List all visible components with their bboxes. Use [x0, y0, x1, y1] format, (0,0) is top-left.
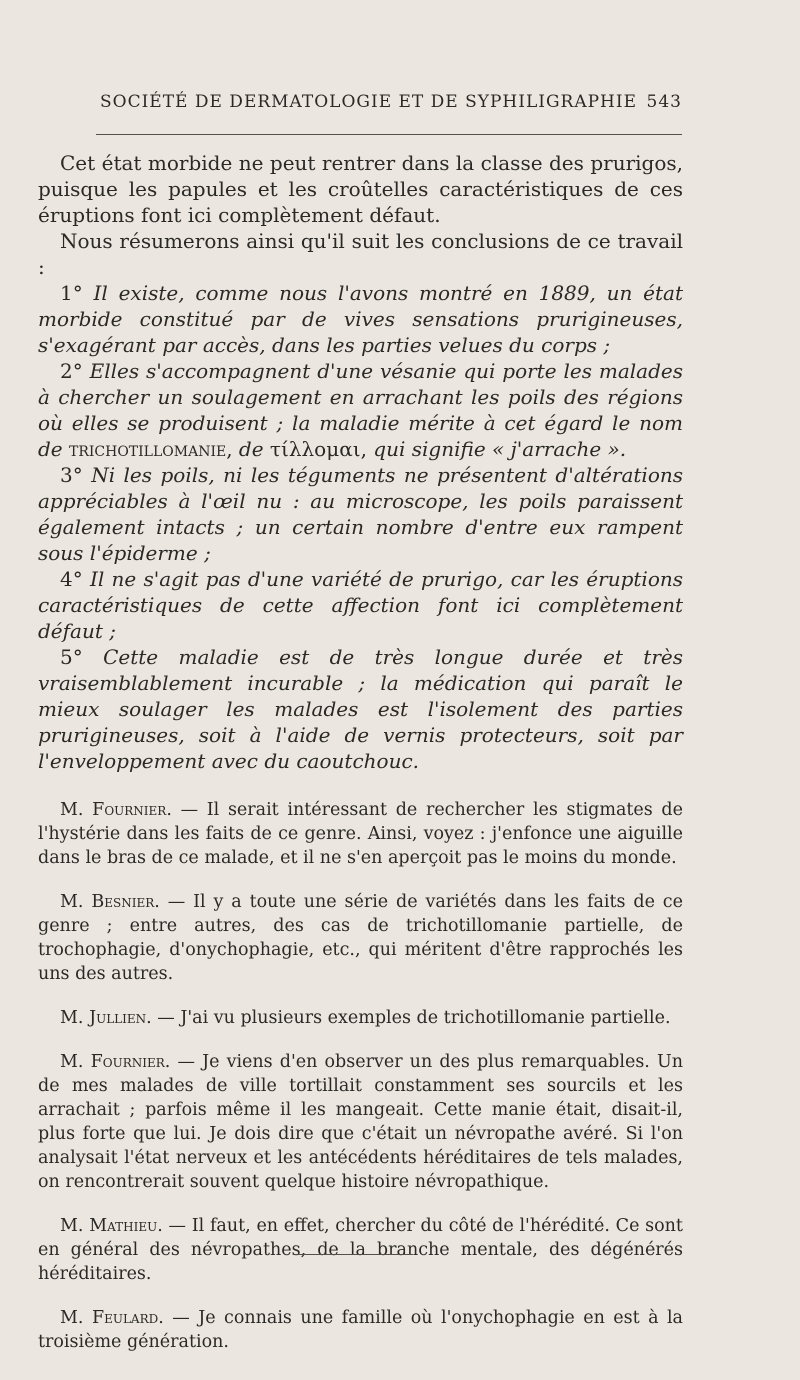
conclusion-text: de	[238, 437, 264, 461]
discussion-paragraph	[38, 1306, 683, 1354]
speaker-prefix: M.	[60, 1008, 84, 1028]
summary-intro-paragraph: Nous résumerons ainsi qu'il suit les conclusions de ce travail :	[38, 229, 683, 279]
running-header	[100, 92, 682, 112]
conclusion-number: 1°	[60, 281, 83, 305]
intro-paragraph: Cet état morbide ne peut rentrer dans la classe des prurigos, puisque les papules et les croûtelles caractéristiques de ces éruptions font ici complètement défaut.	[38, 151, 683, 227]
speaker-prefix: M.	[60, 1052, 84, 1072]
discussion-text: — J'ai vu plusieurs exemples de trichotillomanie partielle.	[157, 1008, 671, 1028]
closing-rule	[295, 1254, 413, 1255]
discussion-text: — Il y a toute une série de variétés dans les faits de ce genre ; entre autres, des cas de trichotillomanie partielle, de trochophagie, d'onychophagie, etc., qui méritent d'être rapprochés les uns des autres.	[38, 892, 683, 984]
conclusion-number: 3°	[60, 463, 83, 487]
discussion-paragraph	[38, 798, 683, 870]
speaker-name: Jullien.	[89, 1008, 152, 1028]
conclusion-text: Il existe, comme nous l'avons montré en 1889, un état morbide constitué par de vives sensations prurigineuses, s'exagérant par accès, dans les parties velues du corps ;	[38, 281, 683, 357]
conclusion-text: Elles s'accompagnent d'une vésanie qui porte les malades à chercher un soulagement en arrachant les poils des régions où elles se produisent ; la maladie mérite à cet égard le nom de	[38, 359, 683, 461]
speaker-name: Fournier.	[90, 1052, 171, 1072]
greek-word: τίλλομαι,	[269, 437, 367, 461]
running-title: SOCIÉTÉ DE DERMATOLOGIE ET DE SYPHILIGRAPHIE	[100, 92, 638, 112]
discussion-paragraph	[38, 1214, 683, 1286]
discussion-paragraph	[38, 1050, 683, 1194]
speaker-prefix: M.	[60, 800, 84, 820]
conclusion-text: Ni les poils, ni les téguments ne présentent d'altérations appréciables à l'œil nu : au microscope, les poils paraissent également intacts ; un certain nombre d'entre eux rampent sous l'épiderme ;	[38, 463, 684, 565]
conclusion-text: Cette maladie est de très longue durée et très vraisemblablement incurable ; la médication qui paraît le mieux soulager les malades est l'isolement des parties prurigineuses, soit à l'aide de vernis protecteurs, soit par l'enveloppement avec du caoutchouc.	[38, 645, 684, 773]
term-trichotillomanie: trichotillomanie,	[69, 437, 233, 461]
discussion-text: — Il faut, en effet, chercher du côté de l'hérédité. Ce sont en général des névropathes, de la branche mentale, des dégénérés héréditaires.	[38, 1216, 683, 1284]
speaker-prefix: M.	[60, 1216, 84, 1236]
discussion-text: — Je connais une famille où l'onychophagie en est à la troisième génération.	[38, 1308, 683, 1352]
conclusion-item	[38, 358, 683, 462]
discussion-paragraph	[38, 890, 683, 986]
text-body	[38, 150, 683, 1354]
speaker-name: Mathieu.	[89, 1216, 163, 1236]
discussion-paragraph	[38, 1006, 683, 1030]
page-number: 543	[646, 92, 682, 112]
conclusion-number: 5°	[60, 645, 83, 669]
conclusion-item	[38, 462, 683, 566]
conclusion-item	[38, 280, 683, 358]
discussion-text: — Je viens d'en observer un des plus remarquables. Un de mes malades de ville tortillait constamment ses sourcils et les arrachait ; parfois même il les mangeait. Cette manie était, disait-il, plus forte que lui. Je dois dire que c'était un névropathe avéré. Si l'on analysait l'état nerveux et les antécédents héréditaires de tels malades, on rencontrerait souvent quelque histoire névropathique.	[38, 1052, 683, 1192]
conclusion-number: 4°	[60, 567, 83, 591]
speaker-prefix: M.	[60, 892, 84, 912]
speaker-name: Fournier.	[92, 800, 172, 820]
conclusion-text: qui signifie « j'arrache ».	[373, 437, 627, 461]
discussion-text: — Il serait intéressant de rechercher les stigmates de l'hystérie dans les faits de ce genre. Ainsi, voyez : j'enfonce une aiguille dans le bras de ce malade, et il ne s'en aperçoit pas le moins du monde.	[38, 800, 683, 868]
speaker-name: Besnier.	[91, 892, 160, 912]
header-rule	[96, 134, 682, 135]
conclusion-item	[38, 644, 683, 774]
conclusion-number: 2°	[60, 359, 83, 383]
speaker-prefix: M.	[60, 1308, 84, 1328]
conclusion-item	[38, 566, 683, 644]
speaker-name: Feulard.	[91, 1308, 164, 1328]
conclusion-text: Il ne s'agit pas d'une variété de prurigo, car les éruptions caractéristiques de cette affection font ici complètement défaut ;	[38, 567, 684, 643]
